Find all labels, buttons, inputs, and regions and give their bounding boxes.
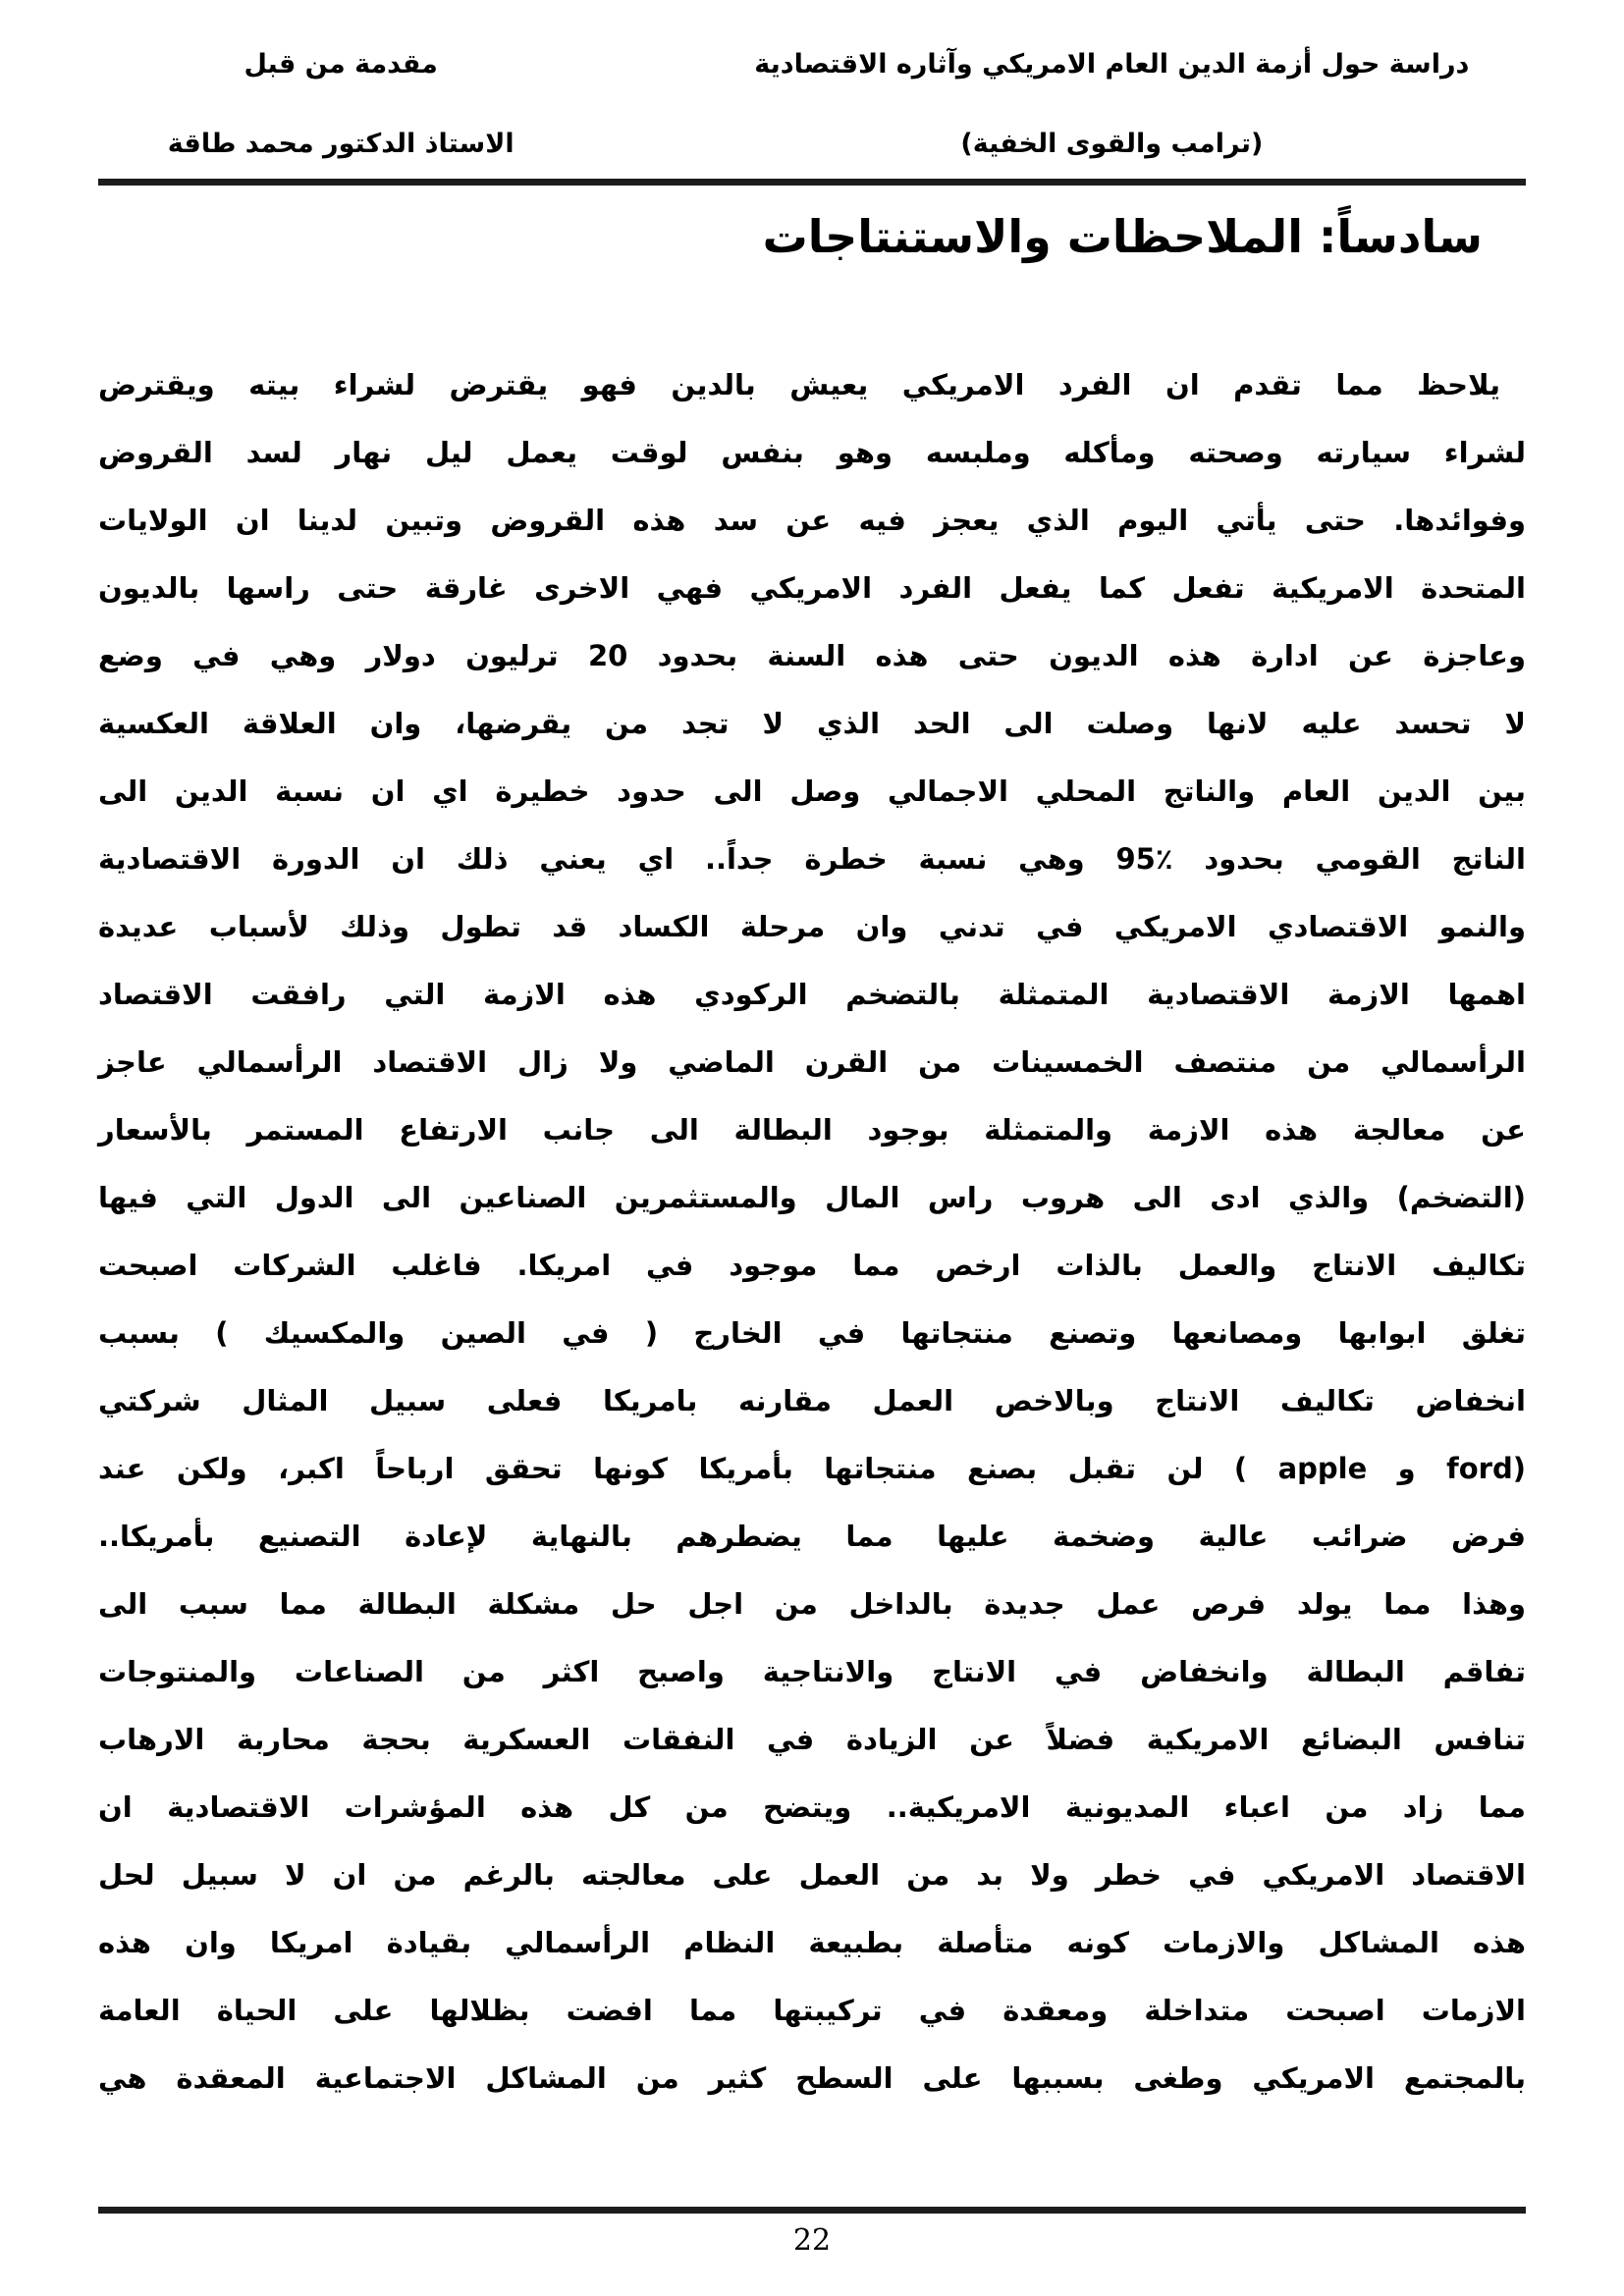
footer-divider bbox=[98, 2207, 1526, 2214]
body-line: لا تحسد عليه لانها وصلت الى الحد الذي لا تجد من يقرضها، وان العلاقة العكسية bbox=[98, 706, 1526, 740]
body-line: المتحدة الامريكية تفعل كما يفعل الفرد الامريكي فهي الاخرى غارقة حتى راسها بالديون bbox=[98, 570, 1526, 605]
study-title-line-1: دراسة حول أزمة الدين العام الامريكي وآثاره الاقتصادية bbox=[754, 49, 1470, 80]
page-header bbox=[0, 0, 1624, 163]
body-line: فرض ضرائب عالية وضخمة عليها مما يضطرهم بالنهاية لإعادة التصنيع بأمريكا.. bbox=[98, 1519, 1526, 1553]
body-line: (التضخم) والذي ادى الى هروب راس المال والمستثمرين الصناعين الى الدول التي فيها bbox=[98, 1180, 1526, 1214]
presenter-line-1: مقدمة من قبل bbox=[244, 49, 438, 80]
body-line: اهمها الازمة الاقتصادية المتمثلة بالتضخم الركودي هذه الازمة التي رافقت الاقتصاد bbox=[98, 977, 1526, 1011]
body-line: انخفاض تكاليف الانتاج وبالاخص العمل مقارنه بامريكا فعلى سبيل المثال شركتي bbox=[98, 1383, 1526, 1417]
body-line: تغلق ابوابها ومصانعها وتصنع منتجاتها في الخارج ( في الصين والمكسيك ) بسبب bbox=[98, 1315, 1526, 1350]
section-title: سادساً: الملاحظات والاستنتاجات bbox=[762, 210, 1483, 264]
body-line: مما زاد من اعباء المديونية الامريكية.. ويتضح من كل هذه المؤشرات الاقتصادية ان bbox=[98, 1789, 1526, 1824]
presenter-line-2: الاستاذ الدكتور محمد طاقة bbox=[167, 129, 514, 160]
body-line: (ford و apple ) لن تقبل بصنع منتجاتها بأمريكا كونها تحقق ارباحاً اكبر، ولكن عند bbox=[98, 1451, 1527, 1485]
page-footer bbox=[0, 2207, 1624, 2258]
body-line: وعاجزة عن ادارة هذه الديون حتى هذه السنة بحدود 20 ترليون دولار وهي في وضع bbox=[98, 638, 1526, 672]
header-study-title-block bbox=[698, 45, 1526, 163]
body-line: تفاقم البطالة وانخفاض في الانتاج والانتاجية واصبح اكثر من الصناعات والمنتوجات bbox=[98, 1654, 1526, 1688]
body-line: تنافس البضائع الامريكية فضلاً عن الزيادة في النفقات العسكرية بحجة محاربة الارهاب bbox=[98, 1722, 1526, 1756]
page-number: 22 bbox=[792, 2223, 832, 2258]
body-line: بين الدين العام والناتج المحلي الاجمالي وصل الى حدود خطيرة اي ان نسبة الدين الى bbox=[98, 774, 1526, 808]
body-text bbox=[98, 351, 1526, 2112]
body-line: هذه المشاكل والازمات كونه متأصلة بطبيعة النظام الرأسمالي بقيادة امريكا وان هذه bbox=[98, 1925, 1526, 1959]
header-presenter-block bbox=[98, 45, 583, 163]
body-line: يلاحظ مما تقدم ان الفرد الامريكي يعيش بالدين فهو يقترض لشراء بيته ويقترض bbox=[98, 367, 1500, 401]
body-line: والنمو الاقتصادي الامريكي في تدني وان مرحلة الكساد قد تطول وذلك لأسباب عديدة bbox=[98, 909, 1526, 943]
study-title-line-2: (ترامب والقوى الخفية) bbox=[960, 129, 1264, 160]
body-line: لشراء سيارته وصحته ومأكله وملبسه وهو بنفس لوقت يعمل ليل نهار لسد القروض bbox=[98, 435, 1526, 469]
body-line: الناتج القومي بحدود ٪95 وهي نسبة خطرة جداً.. اي يعني ذلك ان الدورة الاقتصادية bbox=[98, 841, 1526, 876]
body-line: تكاليف الانتاج والعمل بالذات ارخص مما موجود في امريكا. فاغلب الشركات اصبحت bbox=[98, 1248, 1526, 1282]
body-line: الرأسمالي من منتصف الخمسينات من القرن الماضي ولا زال الاقتصاد الرأسمالي عاجز bbox=[98, 1044, 1526, 1079]
body-line: بالمجتمع الامريكي وطغى بسببها على السطح كثير من المشاكل الاجتماعية المعقدة هي bbox=[98, 2060, 1526, 2095]
body-line: عن معالجة هذه الازمة والمتمثلة بوجود البطالة الى جانب الارتفاع المستمر بالأسعار bbox=[98, 1112, 1526, 1147]
body-line: وفوائدها. حتى يأتي اليوم الذي يعجز فيه عن سد هذه القروض وتبين لدينا ان الولايات bbox=[98, 503, 1526, 537]
body-line: الاقتصاد الامريكي في خطر ولا بد من العمل على معالجته بالرغم من ان لا سبيل لحل bbox=[98, 1857, 1526, 1892]
body-line: الازمات اصبحت متداخلة ومعقدة في تركيبتها مما افضت بظلالها على الحياة العامة bbox=[98, 1993, 1526, 2027]
body-line: وهذا مما يولد فرص عمل جديدة بالداخل من اجل حل مشكلة البطالة مما سبب الى bbox=[98, 1586, 1526, 1621]
header-divider bbox=[98, 179, 1526, 186]
